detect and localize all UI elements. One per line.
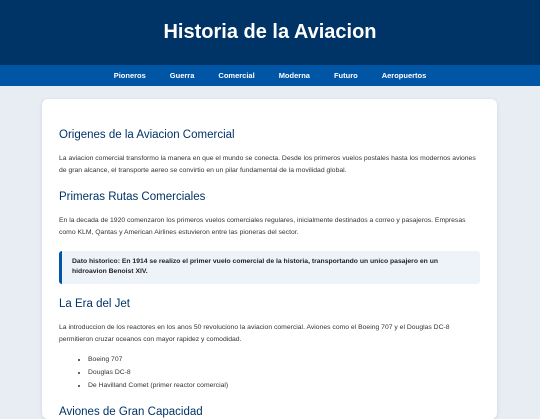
- section-heading-primeras-rutas: Primeras Rutas Comerciales: [59, 191, 206, 203]
- section-heading-origenes: Origenes de la Aviacion Comercial: [59, 129, 235, 141]
- nav-link-futuro[interactable]: Futuro: [333, 71, 358, 80]
- historical-fact-callout: Dato historico: En 1914 se realizo el primer vuelo comercial de la historia, transportando un unico pasajero en un hidroavion Benoist XIV.: [59, 251, 480, 284]
- main-nav: [0, 65, 540, 86]
- list-item: • Boeing 707: [88, 353, 480, 366]
- section-heading-era-jet: La Era del Jet: [59, 298, 130, 310]
- nav-link-pioneros[interactable]: Pioneros: [113, 71, 146, 80]
- section-paragraph-primeras-rutas: En la decada de 1920 comenzaron los primeros vuelos comerciales regulares, inicialmente destinados a correo y pasajeros. Empresas como KLM, Qantas y American Airlines estuvieron entre las pioneras del sector.: [59, 217, 466, 236]
- section-paragraph-origenes: La aviacion comercial transformo la manera en que el mundo se conecta. Desde los primeros vuelos postales hasta los modernos aviones de gran alcance, el transporte aereo se convirtio en un pilar fundamental de la movilidad global.: [59, 155, 476, 174]
- nav-link-aeropuertos[interactable]: Aeropuertos: [381, 71, 427, 80]
- section-heading-gran-capacidad: Aviones de Gran Capacidad: [59, 406, 203, 418]
- nav-link-moderna[interactable]: Moderna: [278, 71, 310, 80]
- page-title: Historia de la Aviacion: [163, 21, 377, 43]
- list-item: • Douglas DC-8: [88, 366, 480, 379]
- nav-link-guerra[interactable]: Guerra: [169, 71, 195, 80]
- nav-link-comercial[interactable]: Comercial: [218, 71, 255, 80]
- site-header: [0, 0, 540, 65]
- list-item: • De Havilland Comet (primer reactor comercial): [88, 379, 480, 392]
- aircraft-list: [88, 353, 480, 392]
- section-paragraph-era-jet: La introduccion de los reactores en los anos 50 revoluciono la aviacion comercial. Aviones como el Boeing 707 y el Douglas DC-8 permitieron cruzar oceanos con mayor rapidez y comodidad.: [59, 324, 450, 343]
- article-card: [42, 99, 497, 419]
